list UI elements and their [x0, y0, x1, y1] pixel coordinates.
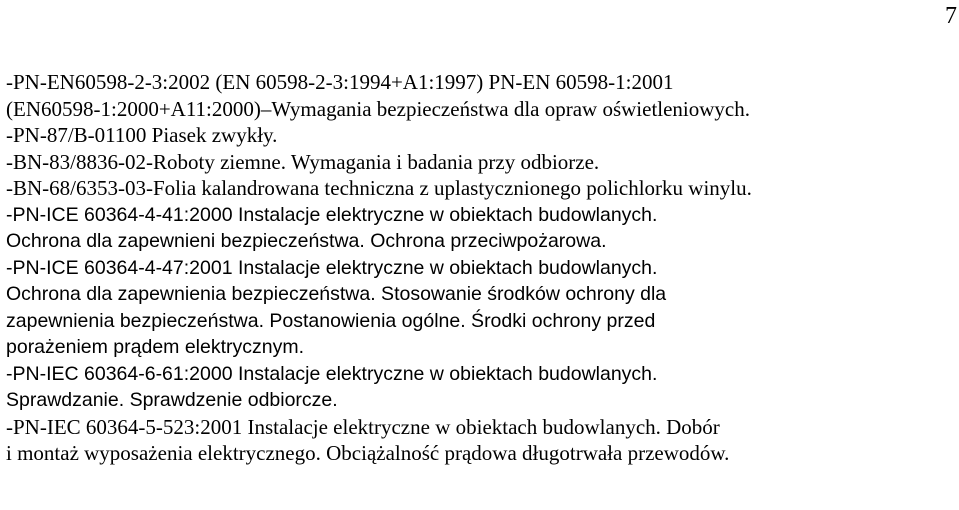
text-line: Sprawdzanie. Sprawdzenie odbiorcze. — [6, 389, 338, 411]
text-line: -BN-83/8836-02-Roboty ziemne. Wymagania i badania przy odbiorze. — [6, 149, 600, 174]
standards-list — [6, 69, 951, 467]
text-line: porażeniem prądem elektrycznym. — [6, 336, 305, 358]
text-line: Ochrona dla zapewnienia bezpieczeństwa. Stosowanie środków ochrony dla — [6, 283, 667, 305]
text-line: -BN-68/6353-03-Folia kalandrowana techniczna z uplastycznionego polichlorku winylu. — [6, 176, 752, 200]
text-line: -PN-ICE 60364-4-47:2001 Instalacje elektryczne w obiektach budowlanych. — [6, 256, 658, 279]
text-line: -PN-IEC 60364-5-523:2001 Instalacje elektryczne w obiektach budowlanych. Dobór — [6, 414, 720, 439]
text-line: -PN-EN60598-2-3:2002 (EN 60598-2-3:1994+A1:1997) PN-EN 60598-1:2001 — [6, 70, 674, 94]
text-line: -PN-ICE 60364-4-41:2000 Instalacje elektryczne w obiektach budowlanych. — [6, 203, 658, 226]
text-line: (EN60598-1:2000+A11:2000)–Wymagania bezpieczeństwa dla opraw oświetleniowych. — [6, 96, 751, 121]
page-number: 7 — [945, 3, 957, 29]
text-line: zapewnienia bezpieczeństwa. Postanowienia ogólne. Środki ochrony przed — [6, 309, 656, 332]
text-line: -PN-IEC 60364-6-61:2000 Instalacje elektryczne w obiektach budowlanych. — [6, 362, 658, 385]
text-line: i montaż wyposażenia elektrycznego. Obciążalność prądowa długotrwała przewodów. — [6, 441, 730, 465]
text-line: Ochrona dla zapewnieni bezpieczeństwa. Ochrona przeciwpożarowa. — [6, 230, 607, 252]
text-line: -PN-87/B-01100 Piasek zwykły. — [6, 123, 278, 147]
